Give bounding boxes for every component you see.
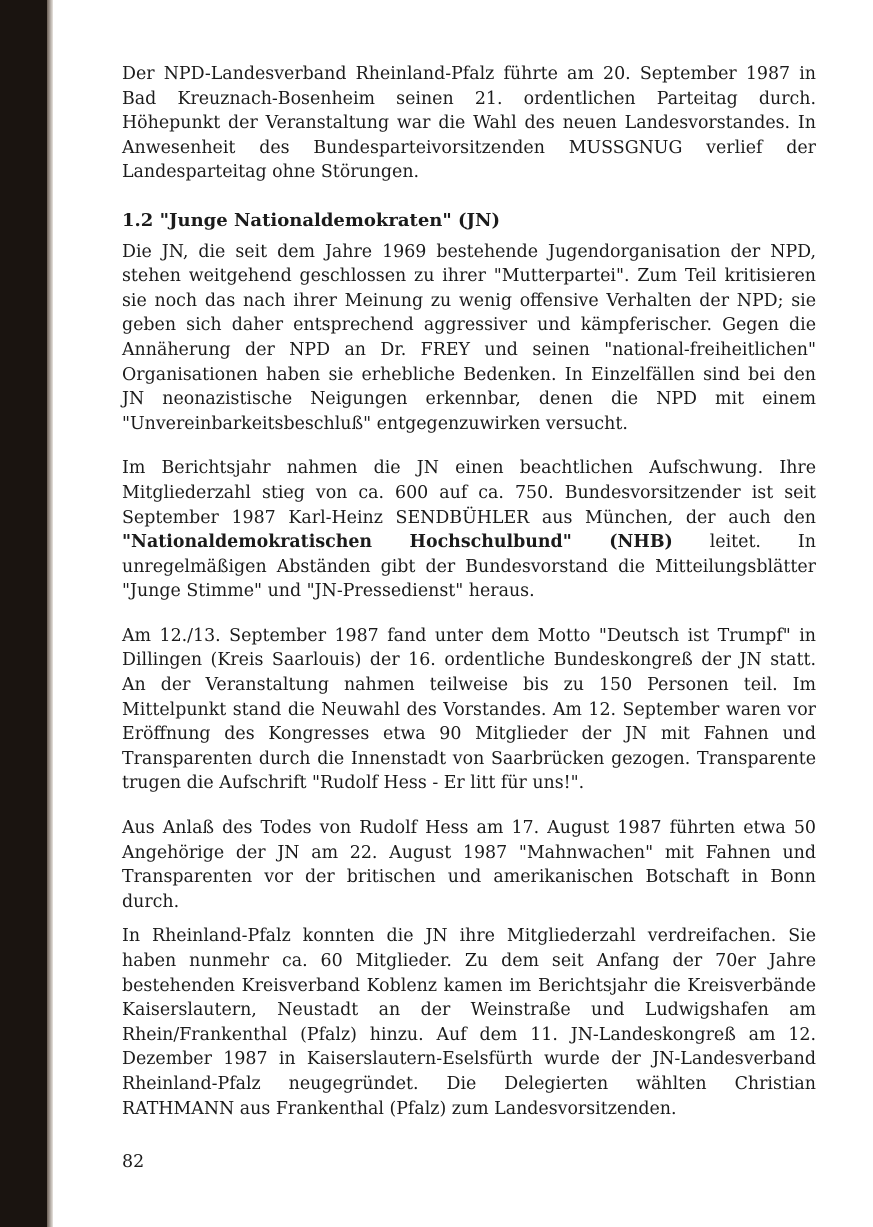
- paragraph-npd-landesparteitag: Der NPD-Landesverband Rheinland-Pfalz führte am 20. September 1987 in Bad Kreuznach-Bosenheim seinen 21. ordentlichen Parteitag durch. Höhepunkt der Veranstaltung war die Wahl des neuen Landesvorstandes. In Anwesenheit des Bundesparteivorsitzenden MUSSGNUG verlief der Landesparteitag ohne Störungen.: [122, 64, 816, 183]
- paragraph-jn-growth-text-1: Im Berichtsjahr nahmen die JN einen beachtlichen Aufschwung. Ihre Mitgliederzahl stieg von ca. 600 auf ca. 750. Bundesvorsitzender ist seit September 1987 Karl-Heinz SENDBÜHLER aus München, der auch den: [122, 458, 816, 528]
- paragraph-jn-overview: Die JN, die seit dem Jahre 1969 bestehende Jugendorganisation der NPD, stehen weitgehend geschlossen zu ihrer "Mutterpartei". Zum Teil kritisieren sie noch das nach ihrer Meinung zu wenig offensive Verhalten der NPD; sie geben sich daher entsprechend aggressiver und kämpferischer. Gegen die Annäherung der NPD an Dr. FREY und seinen "national-freiheitlichen" Organisationen haben sie erhebliche Bedenken. In Einzelfällen sind bei den JN neonazistische Neigungen erkennbar, denen die NPD mit einem "Unvereinbarkeitsbeschluß" entgegenzuwirken versucht.: [122, 241, 816, 434]
- binding-shadow: [47, 0, 53, 1227]
- paragraph-rheinland-pfalz: In Rheinland-Pfalz konnten die JN ihre Mitgliederzahl verdreifachen. Sie haben nunmehr ca. 60 Mitglieder. Zu dem seit Anfang der 70er Jahre bestehenden Kreisverband Koblenz kamen im Berichtsjahr die Kreisverbände Kaiserslautern, Neustadt an der Weinstraße und Ludwigshafen am Rhein/Frankenthal (Pfalz) hinzu. Auf dem 11. JN-Landeskongreß am 12. Dezember 1987 in Kaiserslautern-Eselsfürth wurde der JN-Landesverband Rheinland-Pfalz neugegründet. Die Delegierten wählten Christian RATHMANN aus Frankenthal (Pfalz) zum Landesvorsitzenden.: [122, 926, 816, 1119]
- binding-strip: [0, 0, 47, 1227]
- paragraph-jn-growth: [122, 456, 816, 604]
- section-heading: 1.2 "Junge Nationaldemokraten" (JN): [122, 209, 501, 231]
- paragraph-jn-growth-bold: "Nationaldemokratischen Hochschulbund" (NHB): [122, 532, 673, 553]
- paragraph-bundeskongress: Am 12./13. September 1987 fand unter dem Motto "Deutsch ist Trumpf" in Dillingen (Kreis Saarlouis) der 16. ordentliche Bundeskongreß der JN statt. An der Veranstaltung nahmen teilweise bis zu 150 Personen teil. Im Mittelpunkt stand die Neuwahl des Vorstandes. Am 12. September waren vor Eröffnung des Kongresses etwa 90 Mitglieder der JN mit Fahnen und Transparenten durch die Innenstadt von Saarbrücken gezogen. Transparente trugen die Aufschrift "Rudolf Hess - Er litt für uns!".: [122, 625, 816, 794]
- paragraph-jn-growth-text-2: leitet. In unregelmäßigen Abständen gibt der Bundesvorstand die Mitteilungsblätter "Junge Stimme" und "JN-Pressedienst" heraus.: [122, 532, 817, 602]
- page-number: 82: [122, 1152, 145, 1172]
- document-page: [122, 62, 816, 1121]
- paragraph-mahnwachen: Aus Anlaß des Todes von Rudolf Hess am 17. August 1987 führten etwa 50 Angehörige der JN am 22. August 1987 "Mahnwachen" mit Fahnen und Transparenten vor der britischen und amerikanischen Botschaft in Bonn durch.: [122, 818, 816, 912]
